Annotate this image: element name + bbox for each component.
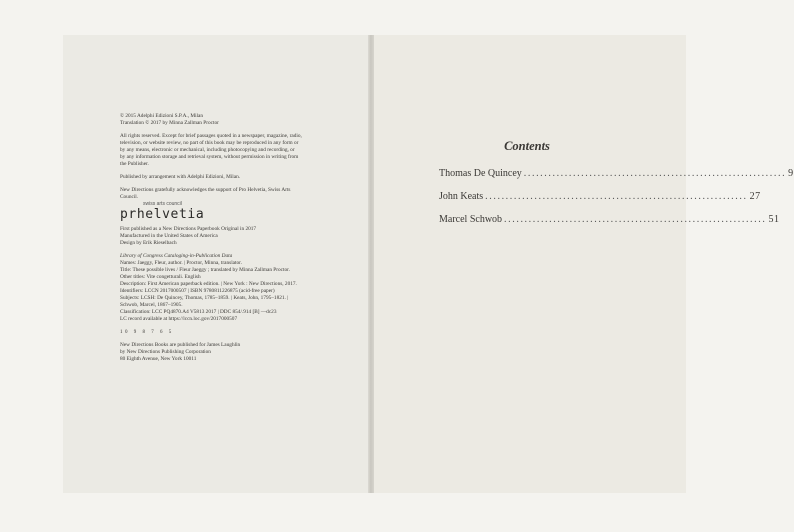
toc-entry-page: 9 xyxy=(788,168,794,179)
pro-helvetia-logo: prhelvetia xyxy=(120,207,205,222)
arrangement-line: Published by arrangement with Adelphi Edizioni, Milan. xyxy=(120,174,241,180)
toc-leader-dots: ................................................................ xyxy=(504,214,767,225)
publication-line: First published as a New Directions Paperbook Original in 2017 xyxy=(120,226,257,232)
rights-line: the Publisher. xyxy=(120,161,149,167)
toc-leader-dots: ................................................................ xyxy=(523,168,787,179)
cip-heading: Library of Congress Cataloging-in-Publication Data xyxy=(120,253,233,259)
rights-line: by any information storage and retrieval system, without permission in writing from xyxy=(120,154,299,160)
book-spread xyxy=(63,35,794,493)
publisher-line: by New Directions Publishing Corporation xyxy=(120,349,211,355)
rights-line: All rights reserved. Except for brief passages quoted in a newspaper, magazine, radio, xyxy=(120,133,302,139)
toc-entry-page: 27 xyxy=(749,191,761,202)
cip-line: LC record available at https://lccn.loc.gov/2017000507 xyxy=(120,316,238,322)
publication-line: Manufactured in the United States of America xyxy=(120,233,218,239)
cip-line: Names: Jaeggy, Fleur, author. | Proctor, Minna, translator. xyxy=(120,260,242,266)
cip-line: Subjects: LCSH: De Quincey, Thomas, 1785–1859. | Keats, John, 1795–1821. | xyxy=(120,295,289,301)
toc-entry[interactable] xyxy=(439,214,780,237)
cip-line: Description: First American paperback edition. | New York : New Directions, 2017. xyxy=(120,281,297,287)
cip-line: Title: These possible lives / Fleur Jaeggy ; translated by Minna Zallman Proctor. xyxy=(120,267,290,273)
copyright-block xyxy=(120,113,348,363)
translation-line: Translation © 2017 by Minna Zallman Proctor xyxy=(120,120,219,126)
contents-title: Contents xyxy=(504,139,550,153)
publisher-line: 80 Eighth Avenue, New York 10011 xyxy=(120,356,197,362)
contents-page xyxy=(374,35,794,493)
cip-line: Identifiers: LCCN 2017000507 | ISBN 9780811226875 (acid-free paper) xyxy=(120,288,275,294)
cip-line: Other titles: Vite congetturali. English xyxy=(120,274,201,280)
publisher-line: New Directions Books are published for James Laughlin xyxy=(120,342,241,348)
table-of-contents xyxy=(439,139,794,237)
toc-leader-dots: ................................................................ xyxy=(485,191,748,202)
toc-entry[interactable] xyxy=(439,191,761,214)
toc-entry-title: John Keats xyxy=(439,191,484,202)
copyright-line: © 2015 Adelphi Edizioni S.P.A., Milan xyxy=(120,113,204,119)
publication-line: Design by Erik Rieselbach xyxy=(120,240,177,246)
printing-line: 10 9 8 7 6 5 xyxy=(120,330,174,335)
copyright-page xyxy=(63,35,368,493)
pro-helvetia-logo-caption: swiss arts council xyxy=(143,201,182,207)
support-line: New Directions gratefully acknowledges the support of Pro Helvetia, Swiss Arts xyxy=(120,187,291,193)
cip-line: Schwob, Marcel, 1867–1905. xyxy=(120,302,183,308)
toc-entry-page: 51 xyxy=(768,214,780,225)
cip-line: Classification: LCC PQ4870.A4 V5813 2017 | DDC 854/.914 [B] —dc23 xyxy=(120,309,277,315)
support-line: Council. xyxy=(120,194,139,200)
rights-line: by any means, electronic or mechanical, including photocopying and recording, or xyxy=(120,147,295,153)
toc-entry-title: Thomas De Quincey xyxy=(439,168,522,179)
rights-line: television, or website review, no part of this book may be reproduced in any form or xyxy=(120,140,299,146)
toc-entry[interactable] xyxy=(439,168,794,191)
toc-entry-title: Marcel Schwob xyxy=(439,214,503,225)
